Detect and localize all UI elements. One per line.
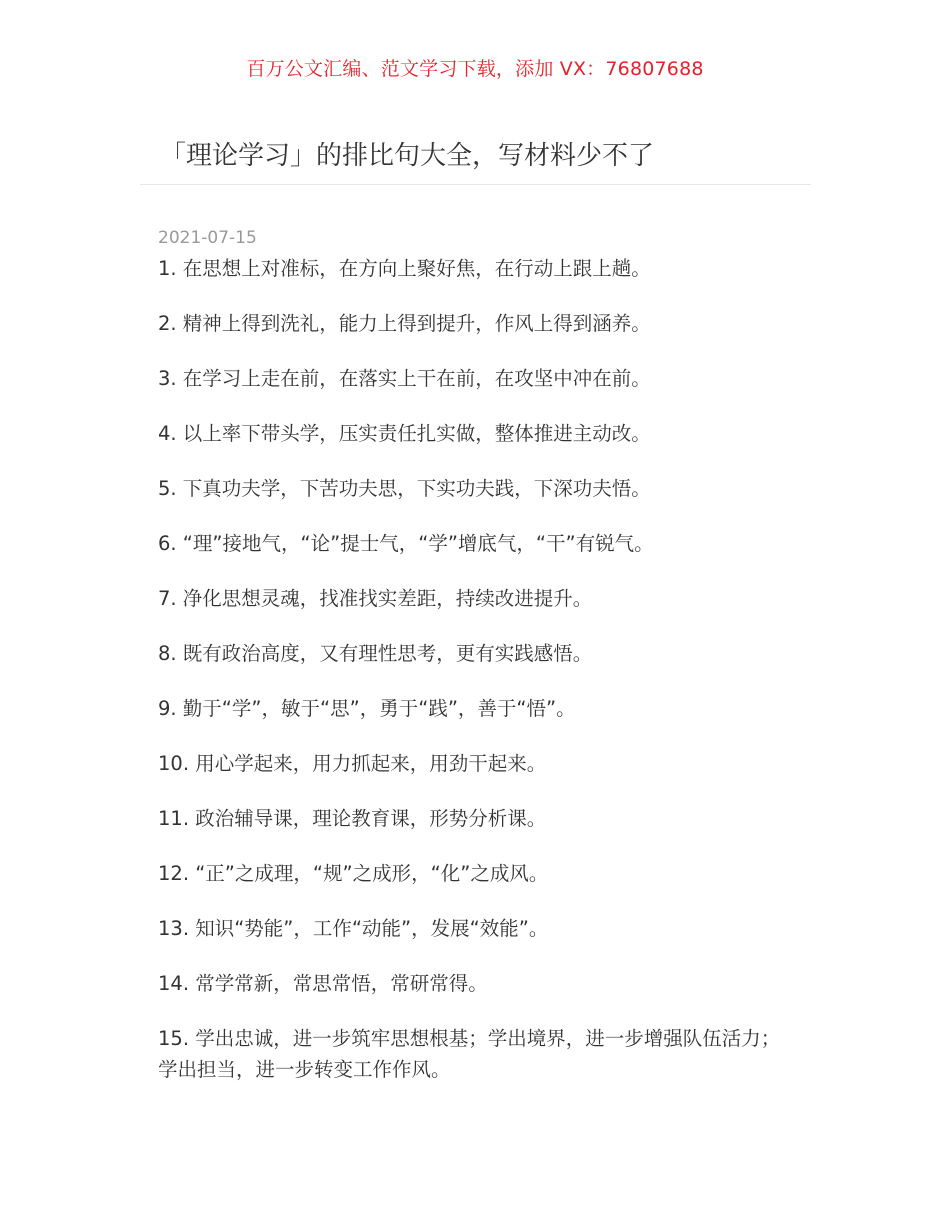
list-item: 15. 学出忠诚，进一步筑牢思想根基；学出境界，进一步增强队伍活力；学出担当，进一步转变工作作风。: [158, 1027, 781, 1081]
list-item: 10. 用心学起来，用力抓起来，用劲干起来。: [158, 752, 547, 775]
list-item: 3. 在学习上走在前，在落实上干在前，在攻坚中冲在前。: [158, 367, 651, 390]
list-item: 2. 精神上得到洗礼，能力上得到提升，作风上得到涵养。: [158, 312, 651, 335]
list-item: 9. 勤于“学”，敏于“思”，勇于“践”，善于“悟”。: [158, 697, 576, 720]
promo-banner: 百万公文汇编、范文学习下载，添加 VX：76807688: [246, 58, 704, 80]
list-item: 6. “理”接地气，“论”提士气，“学”增底气，“干”有锐气。: [158, 532, 654, 555]
list-item: 12. “正”之成理，“规”之成形，“化”之成风。: [158, 862, 549, 885]
sentence-list: [158, 253, 798, 1109]
list-item: 5. 下真功夫学，下苦功夫思，下实功夫践，下深功夫悟。: [158, 477, 651, 500]
list-item: 14. 常学常新，常思常悟，常研常得。: [158, 972, 488, 995]
list-item: 1. 在思想上对准标，在方向上聚好焦，在行动上跟上趟。: [158, 257, 651, 280]
list-item: 7. 净化思想灵魂，找准找实差距，持续改进提升。: [158, 587, 593, 610]
article-title: 「理论学习」的排比句大全，写材料少不了: [160, 141, 655, 171]
list-item: 11. 政治辅导课，理论教育课，形势分析课。: [158, 807, 547, 830]
article-date: 2021-07-15: [158, 228, 257, 248]
list-item: 13. 知识“势能”，工作“动能”，发展“效能”。: [158, 917, 549, 940]
title-divider: [140, 184, 811, 185]
list-item: 8. 既有政治高度，又有理性思考，更有实践感悟。: [158, 642, 593, 665]
list-item: 4. 以上率下带头学，压实责任扎实做，整体推进主动改。: [158, 422, 651, 445]
